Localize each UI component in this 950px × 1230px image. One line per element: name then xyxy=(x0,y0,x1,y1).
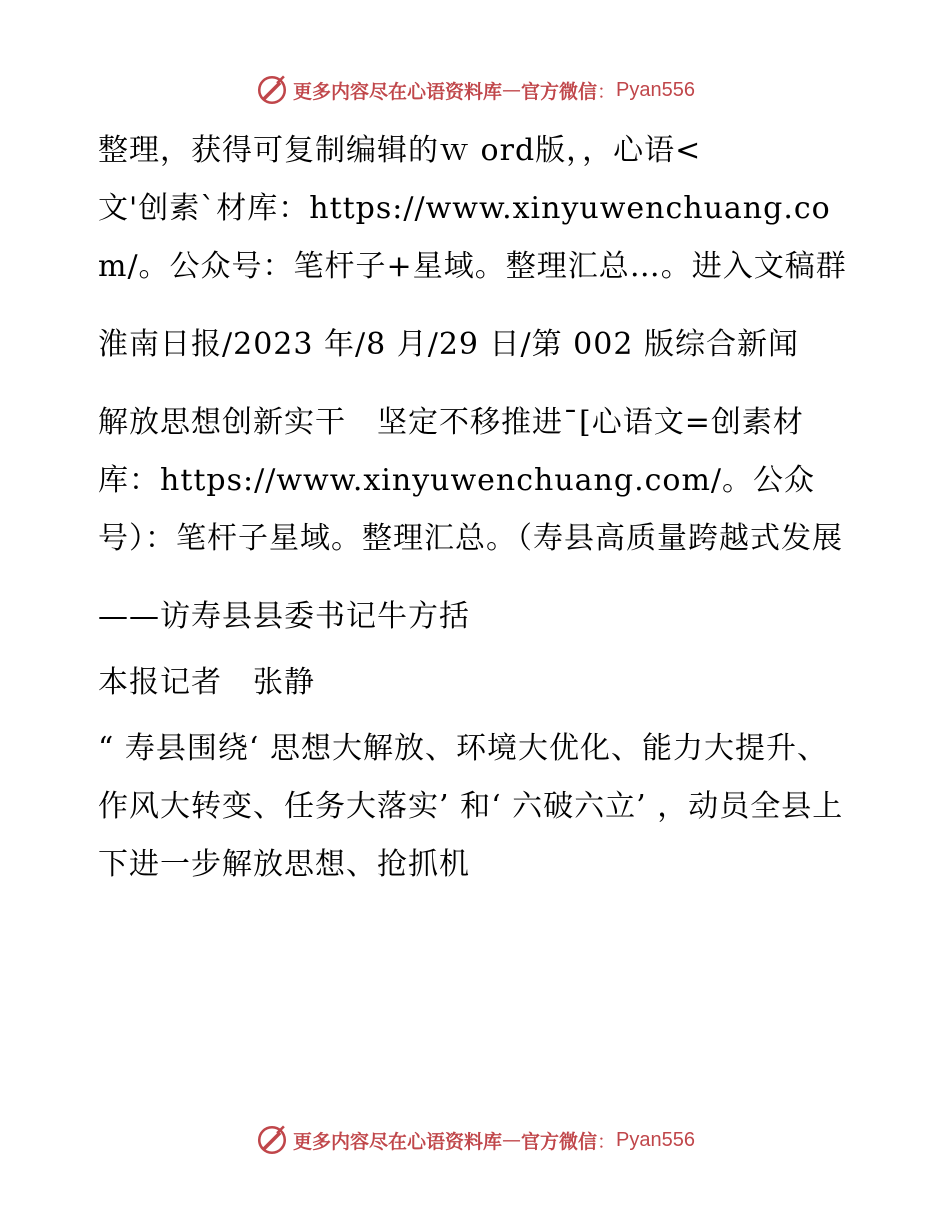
watermark-text: 更多内容尽在心语资料库 xyxy=(292,1130,502,1153)
watermark-wechat-id: Pyan556 xyxy=(616,1128,695,1151)
document-body xyxy=(98,122,853,914)
watermark-colon: ： xyxy=(597,1130,617,1153)
body-paragraph: “ 寿县围绕‘ 思想大解放、环境大优化、能力大提升、作风大转变、任务大落实’ 和‘ 六破六立’ ，动员全县上下进一步解放思想、抢抓机 xyxy=(98,731,844,882)
watermark-text: 更多内容尽在心语资料库 xyxy=(292,80,502,103)
watermark-separator: — xyxy=(502,79,521,101)
watermark-colon: ： xyxy=(597,80,617,103)
pen-logo-icon xyxy=(255,1123,289,1157)
watermark-wechat-label: 官方微信 xyxy=(521,80,598,103)
subtitle: ——访寿县县委书记牛方括 xyxy=(98,599,470,634)
watermark-footer xyxy=(0,1120,950,1160)
watermark-separator: — xyxy=(502,1129,521,1151)
byline: 本报记者 张静 xyxy=(98,665,315,700)
intro-paragraph: 整理，获得可复制编辑的ｗ ord版，，心语< 文'创素`材库：https://www.xinyuwenchuang.com/。公众号：笔杆子+星域。整理汇总…。进入文稿群 xyxy=(98,133,847,284)
watermark-wechat-label: 官方微信 xyxy=(521,1130,598,1153)
headline: 解放思想创新实干 坚定不移推进¯[心语文=创素材库：https://www.xinyuwenchuang.com/。公众号）：笔杆子星域。整理汇总。（寿县高质量跨越式发展 xyxy=(98,405,843,556)
watermark-wechat-id: Pyan556 xyxy=(616,78,695,101)
watermark-header xyxy=(0,70,950,110)
pen-logo-icon xyxy=(255,73,289,107)
source-line: 淮南日报/2023 年/8 月/29 日/第 002 版综合新闻 xyxy=(98,327,799,362)
